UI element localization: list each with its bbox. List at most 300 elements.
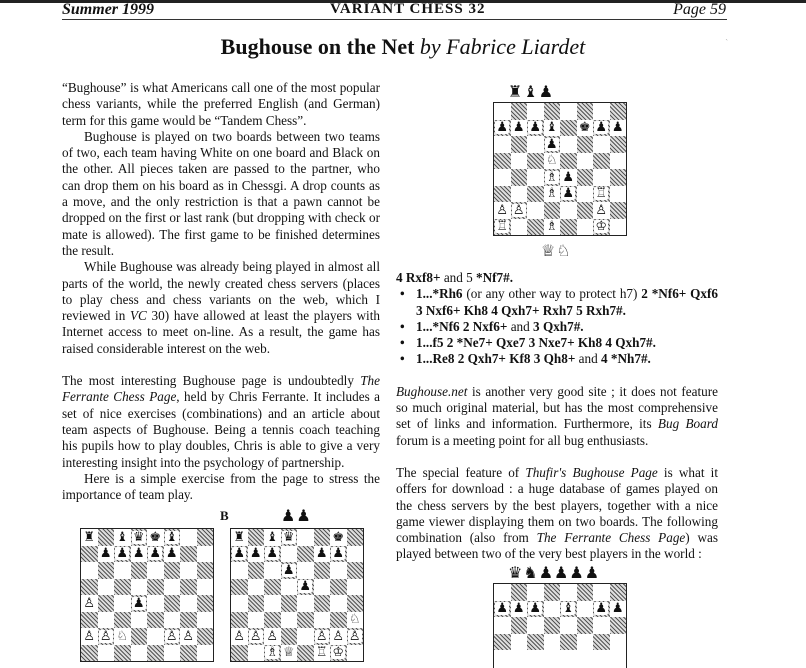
board-square: [610, 169, 627, 186]
chess-piece-square: [231, 546, 248, 563]
board-square: [560, 103, 577, 120]
board-square: [511, 186, 528, 203]
chess-piece-square: [330, 645, 347, 662]
chess-piece: ♝: [116, 529, 129, 545]
variation-moves: 1...*Rh6: [416, 286, 463, 302]
board-square: [81, 645, 98, 662]
board-square: [511, 584, 528, 601]
chess-piece-square: [560, 186, 577, 203]
board-square: [297, 546, 314, 563]
chess-piece: ♟: [562, 169, 575, 185]
right-column: [396, 270, 718, 563]
chess-piece: ♟: [99, 546, 112, 562]
chess-piece: ♟: [595, 601, 608, 617]
chess-piece: ♙: [266, 628, 279, 644]
variation-moves: 2 *Nf6+ Qxf6 3 Nxf6+ Kh8 4 Qxh7+ Rxh7 5 Rxh7#.: [416, 286, 718, 318]
board-square: [610, 103, 627, 120]
variation-note: (or any other way to protect h7): [462, 286, 642, 302]
board-square: [610, 219, 627, 236]
ferrante-text-a: The most interesting Bughouse page is undoubtedly: [62, 373, 361, 389]
chess-piece-square: [264, 645, 281, 662]
board-square: [297, 529, 314, 546]
board-square: [314, 529, 331, 546]
thufir-site: Thufir's Bughouse Page: [525, 464, 658, 480]
chess-piece-square: [131, 529, 148, 546]
board-square: [180, 529, 197, 546]
board-square: [264, 612, 281, 629]
board-square: [511, 153, 528, 170]
chess-piece: ♗: [545, 219, 558, 235]
board-square: [610, 136, 627, 153]
board-square: [264, 562, 281, 579]
board-square: [527, 153, 544, 170]
holding-bottom-right: ♕♘: [541, 241, 572, 260]
chess-piece: ♖: [496, 219, 509, 235]
chess-piece-square: [314, 645, 331, 662]
board-square: [494, 634, 511, 651]
chess-piece-square: [114, 628, 131, 645]
board-square: [180, 546, 197, 563]
chess-piece: ♘: [348, 612, 361, 628]
board-square: [347, 645, 364, 662]
chess-piece-square: [281, 562, 298, 579]
chess-piece-square: [164, 529, 181, 546]
board-square: [81, 579, 98, 596]
board-square: [593, 617, 610, 634]
board-square: [131, 579, 148, 596]
board-square: [544, 601, 561, 618]
board-square: [560, 617, 577, 634]
board-square: [197, 562, 214, 579]
servers-ref: VC: [129, 308, 147, 324]
board-square: [527, 103, 544, 120]
board-square: [281, 595, 298, 612]
chess-piece: ♗: [266, 645, 279, 661]
variation-list: [396, 286, 718, 367]
board-square: [231, 645, 248, 662]
holding-top-right: ♜♝♟: [508, 82, 555, 101]
chess-piece-square: [264, 529, 281, 546]
chess-piece: ♙: [83, 628, 96, 644]
board-square: [494, 584, 511, 601]
board-square: [593, 153, 610, 170]
board-square: [114, 562, 131, 579]
chess-piece: ♗: [545, 169, 558, 185]
chess-piece: ♟: [529, 601, 542, 617]
board-square: [511, 136, 528, 153]
board-square: [98, 645, 115, 662]
chess-piece: ♟: [545, 136, 558, 152]
board-square: [297, 645, 314, 662]
chess-piece: ♛: [282, 529, 295, 545]
chess-piece-square: [544, 186, 561, 203]
chess-piece-square: [114, 546, 131, 563]
board-square: [197, 645, 214, 662]
board-square: [114, 595, 131, 612]
chess-piece-square: [610, 601, 627, 618]
board-square: [231, 579, 248, 596]
board-square: [494, 153, 511, 170]
chess-piece-square: [314, 546, 331, 563]
chess-piece-square: [147, 529, 164, 546]
chess-piece: ♟: [512, 601, 525, 617]
board-square: [330, 579, 347, 596]
board-square: [560, 584, 577, 601]
board-square: [264, 579, 281, 596]
board-square: [527, 136, 544, 153]
variation-moves: 4 *Nh7#.: [601, 351, 651, 367]
board-square: [527, 169, 544, 186]
board-square: [131, 612, 148, 629]
board-square: [610, 634, 627, 651]
chess-piece-square: [264, 628, 281, 645]
paragraph-rules: Bughouse is played on two boards between two teams of two, each team having White on one board and Black on the other. All pieces taken are passed to the partner, who can drop them on his board as in Chessgi. A drop counts as a move, and the only restriction is that a pawn cannot be dropped on the first or last rank (but dropping with check or mate is allowed). The first game to be finished determines the result.: [62, 128, 380, 258]
board-square: [164, 595, 181, 612]
board-square: [164, 612, 181, 629]
board-square: [248, 579, 265, 596]
title-main: Bughouse on the Net: [220, 34, 415, 59]
chess-piece: ♟: [299, 579, 312, 595]
board-square: [494, 103, 511, 120]
chess-piece-square: [114, 529, 131, 546]
board-square: [98, 529, 115, 546]
board-label: B: [220, 508, 229, 523]
board-square: [347, 579, 364, 596]
chess-piece-square: [577, 120, 594, 137]
chess-diagram-final: [493, 583, 627, 668]
paragraph-thufir: [396, 465, 718, 563]
board-square: [610, 584, 627, 601]
chess-piece: ♟: [611, 120, 624, 136]
chess-piece-square: [164, 546, 181, 563]
chess-piece: ♘: [116, 628, 129, 644]
chess-piece: ♟: [529, 120, 542, 136]
board-square: [577, 186, 594, 203]
chess-piece-square: [593, 186, 610, 203]
chess-piece-square: [494, 601, 511, 618]
board-square: [527, 219, 544, 236]
solution-move-a: 4 Rxf8+: [396, 270, 441, 285]
chess-piece-square: [511, 601, 528, 618]
variation-moves: 1...f5 2 *Ne7+ Qxe7 3 Nxe7+ Kh8 4 Qxh7#.: [416, 335, 656, 351]
board-square: [281, 628, 298, 645]
paragraph-intro: “Bughouse” is what Americans call one of the most popular chess variants, while the preferred English (and German) term for this game would be “Tandem Chess”.: [62, 80, 380, 128]
board-square: [330, 562, 347, 579]
chess-diagram-board-b: [230, 528, 364, 662]
bughouse-net-text: is another very good site ; it does not feature so much original material, but has the most comprehensive set of links and information. Furthermore, its: [396, 383, 718, 432]
chess-piece: ♟: [282, 562, 295, 578]
thufir-text-c: ) was played between two of the very best players in the world :: [396, 530, 719, 562]
chess-piece-square: [494, 120, 511, 137]
board-square: [231, 612, 248, 629]
chess-piece: ♜: [83, 529, 96, 545]
chess-piece: ♖: [315, 645, 328, 661]
chess-piece: ♙: [512, 202, 525, 218]
variation-note: and: [575, 351, 602, 367]
board-square: [98, 595, 115, 612]
chess-piece-square: [81, 628, 98, 645]
article-title: [0, 34, 806, 60]
chess-piece-square: [593, 202, 610, 219]
solution-line: [396, 270, 718, 286]
board-square: [494, 169, 511, 186]
board-square: [544, 103, 561, 120]
chess-piece: ♙: [348, 628, 361, 644]
board-square: [610, 186, 627, 203]
chess-piece: ♙: [182, 628, 195, 644]
board-square: [577, 219, 594, 236]
servers-text-a: While Bughouse was already being played in almost all parts of the world, the newly created chess servers (places to play chess and chess variants on the web, which I reviewed in: [62, 259, 380, 324]
scan-mark: `: [725, 38, 728, 47]
board-square: [610, 153, 627, 170]
chess-piece: ♗: [545, 186, 558, 202]
journal-name: VARIANT CHESS 32: [330, 1, 486, 17]
board-square: [147, 579, 164, 596]
chess-piece-square: [248, 628, 265, 645]
board-square: [147, 645, 164, 662]
board-square: [197, 546, 214, 563]
chess-piece: ♚: [149, 529, 162, 545]
header-rule: [62, 19, 727, 20]
board-square: [281, 546, 298, 563]
board-square: [560, 202, 577, 219]
site-name: Bughouse.net: [396, 383, 468, 399]
chess-piece: ♟: [595, 120, 608, 136]
chess-piece-square: [593, 120, 610, 137]
chess-piece: ♚: [578, 120, 591, 136]
board-square: [347, 562, 364, 579]
board-square: [577, 634, 594, 651]
board-square: [180, 645, 197, 662]
paragraph-bughouse-net: [396, 384, 718, 449]
variation-item: [396, 351, 718, 367]
chess-piece-square: [544, 169, 561, 186]
board-square: [560, 634, 577, 651]
chess-piece-square: [560, 169, 577, 186]
chess-piece: ♕: [282, 645, 295, 661]
thufir-text-a: The special feature of: [396, 464, 526, 480]
chess-piece-square: [81, 595, 98, 612]
board-square: [297, 612, 314, 629]
board-square: [577, 202, 594, 219]
board-square: [164, 579, 181, 596]
board-square: [511, 219, 528, 236]
variation-item: [396, 335, 718, 351]
chess-piece-square: [297, 579, 314, 596]
chess-piece: ♟: [611, 601, 624, 617]
chess-piece: ♙: [332, 628, 345, 644]
board-square: [511, 169, 528, 186]
board-square: [98, 562, 115, 579]
issue-date: Summer 1999: [62, 1, 155, 18]
board-square: [147, 562, 164, 579]
chess-piece: ♜: [233, 529, 246, 545]
board-square: [281, 579, 298, 596]
chess-piece: ♟: [249, 546, 262, 562]
board-square: [347, 546, 364, 563]
chess-piece: ♟: [165, 546, 178, 562]
board-square: [314, 595, 331, 612]
chess-piece: ♟: [332, 546, 345, 562]
chess-piece-square: [248, 546, 265, 563]
chess-piece-square: [511, 120, 528, 137]
board-square: [347, 595, 364, 612]
board-square: [314, 579, 331, 596]
board-square: [248, 595, 265, 612]
variation-moves: 1...*Nf6 2 Nxf6+: [416, 318, 508, 334]
chess-piece-square: [231, 529, 248, 546]
ferrante-text-b: , held by Chris Ferrante. It includes a set of nice exercises (combinations) and an article about team aspects of Bughouse. Being a tennis coach teaching his pupils how to play doubles, Chris is able to give a very interesting insight into the psychology of partnership.: [62, 389, 380, 470]
board-square: [180, 562, 197, 579]
chess-piece-square: [98, 628, 115, 645]
chess-piece: ♝: [266, 529, 279, 545]
board-square: [131, 562, 148, 579]
holding-final-diagram: ♛♞♟♟♟♟: [508, 563, 601, 582]
board-square: [511, 617, 528, 634]
chess-piece: ♝: [562, 601, 575, 617]
variation-note: and: [507, 318, 534, 334]
servers-text-b: 30) have allowed at least the players with Internet access to meet on-line. As a result, the game has raised considerable interest on the web.: [62, 308, 380, 356]
chess-piece-square: [330, 529, 347, 546]
ferrante-site-title: The Ferrante Chess Page: [62, 373, 380, 405]
chess-piece: ♟: [233, 546, 246, 562]
board-square: [511, 103, 528, 120]
chess-piece-square: [544, 153, 561, 170]
board-square: [577, 103, 594, 120]
board-square: [297, 562, 314, 579]
board-square: [527, 634, 544, 651]
chess-piece: ♟: [266, 546, 279, 562]
chess-piece: ♙: [496, 202, 509, 218]
chess-piece: ♙: [249, 628, 262, 644]
variation-item: [396, 286, 718, 319]
board-square: [527, 584, 544, 601]
thufir-text-b: is what it offers for download : a huge database of games played on the chess servers by the best players, together with a nice game viewer displaying them on two boards. The following combination (also from: [396, 464, 719, 546]
chess-piece-square: [147, 546, 164, 563]
board-square: [511, 634, 528, 651]
board-square: [544, 584, 561, 601]
chess-piece: ♙: [99, 628, 112, 644]
board-square: [281, 612, 298, 629]
paragraph-exercise: Here is a simple exercise from the page to stress the importance of team play.: [62, 470, 380, 503]
board-square: [180, 612, 197, 629]
board-square: [164, 562, 181, 579]
board-square: [593, 584, 610, 601]
chess-piece: ♟: [149, 546, 162, 562]
chess-piece: ♟: [496, 601, 509, 617]
board-square: [560, 219, 577, 236]
chess-piece: ♙: [165, 628, 178, 644]
chess-piece: ♖: [595, 186, 608, 202]
chess-piece-square: [264, 546, 281, 563]
chess-piece: ♟: [496, 120, 509, 136]
board-square: [330, 595, 347, 612]
chess-piece: ♔: [595, 219, 608, 235]
board-square: [297, 628, 314, 645]
board-square: [98, 612, 115, 629]
board-square: [114, 579, 131, 596]
board-square: [560, 120, 577, 137]
chess-piece-square: [347, 612, 364, 629]
board-square: [131, 628, 148, 645]
board-square: [494, 136, 511, 153]
chess-piece-square: [314, 628, 331, 645]
paragraph-servers: [62, 259, 380, 357]
chess-piece: ♟: [116, 546, 129, 562]
board-square: [164, 645, 181, 662]
board-square: [330, 612, 347, 629]
chess-piece: ♝: [165, 529, 178, 545]
board-square: [248, 645, 265, 662]
forum-name: Bug Board: [657, 416, 718, 432]
board-square: [494, 186, 511, 203]
chess-piece: ♛: [132, 529, 145, 545]
chess-piece-square: [231, 628, 248, 645]
chess-piece-square: [511, 202, 528, 219]
chess-piece: ♙: [315, 628, 328, 644]
chess-piece-square: [281, 529, 298, 546]
board-square: [527, 186, 544, 203]
board-square: [197, 529, 214, 546]
board-square: [610, 617, 627, 634]
chess-piece: ♟: [315, 546, 328, 562]
board-square: [114, 612, 131, 629]
solution-move-b: *Nf7#.: [476, 270, 514, 285]
chess-piece-square: [81, 529, 98, 546]
paragraph-ferrante: [62, 373, 380, 471]
board-square: [577, 584, 594, 601]
board-square: [527, 617, 544, 634]
chess-piece-square: [544, 120, 561, 137]
chess-piece-square: [527, 601, 544, 618]
board-square: [197, 595, 214, 612]
chess-piece: ♙: [595, 202, 608, 218]
board-square: [147, 612, 164, 629]
board-square: [248, 562, 265, 579]
board-square: [593, 103, 610, 120]
chess-piece: ♝: [545, 120, 558, 136]
solution-and: and 5: [440, 270, 477, 285]
board-square: [81, 546, 98, 563]
variation-moves: 1...Re8 2 Qxh7+ Kf8 3 Qh8+: [416, 351, 576, 367]
thufir-ref: The Ferrante Chess Page: [536, 530, 686, 546]
board-square: [577, 601, 594, 618]
board-square: [197, 628, 214, 645]
board-square: [527, 202, 544, 219]
variation-item: [396, 319, 718, 335]
chess-piece: ♙: [233, 628, 246, 644]
chess-piece-square: [494, 202, 511, 219]
title-byline: by Fabrice Liardet: [419, 34, 586, 59]
chess-piece: ♘: [545, 153, 558, 169]
board-square: [593, 136, 610, 153]
board-square: [147, 595, 164, 612]
chess-piece-square: [560, 601, 577, 618]
board-square: [610, 202, 627, 219]
chess-piece-square: [593, 601, 610, 618]
chess-piece-square: [347, 628, 364, 645]
board-square: [81, 612, 98, 629]
chess-piece: ♟: [512, 120, 525, 136]
board-square: [577, 617, 594, 634]
variation-moves: 3 Qxh7#.: [533, 318, 584, 334]
board-square: [197, 579, 214, 596]
board-square: [560, 153, 577, 170]
chess-diagram-board-a: [80, 528, 214, 662]
chess-piece-square: [610, 120, 627, 137]
chess-piece-square: [544, 219, 561, 236]
holding-board-b: ♟♟: [281, 506, 312, 525]
